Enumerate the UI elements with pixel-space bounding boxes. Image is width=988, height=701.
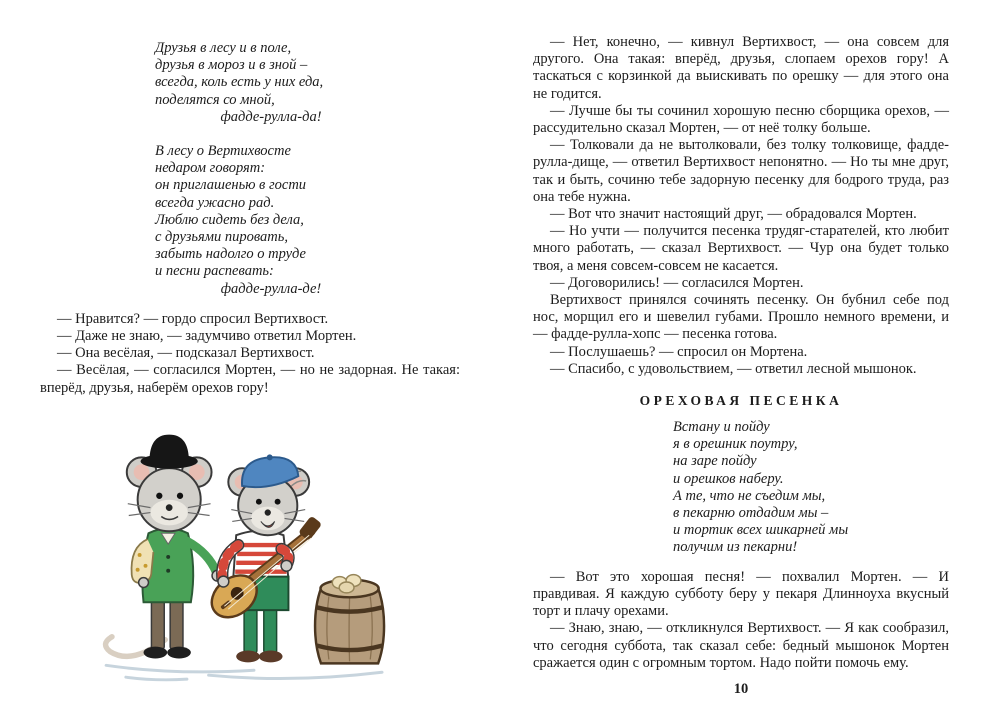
verse-line: фадде-рулла-да! <box>220 108 322 125</box>
verse-line: получим из пекарни! <box>673 539 798 556</box>
paragraph: — Послушаешь? — спросил он Мортена. <box>550 343 808 360</box>
song-verse-block <box>673 419 923 557</box>
paragraph: — Она весёлая, — подсказал Вертихвост. <box>57 345 315 362</box>
paragraph: — Нравится? — гордо спросил Вертихвост. <box>57 310 329 327</box>
right-page <box>533 34 949 698</box>
verse-line: Встану и пойду <box>673 419 770 436</box>
verse-line: В лесу о Вертихвосте <box>155 143 291 160</box>
verse-line: и орешков наберу. <box>673 470 784 487</box>
song-title: ОРЕХОВАЯ ПЕСЕНКА <box>639 393 843 409</box>
verse-line: Люблю сидеть без дела, <box>155 211 304 228</box>
verse-line: на заре пойду <box>673 453 757 470</box>
paragraph: — Даже не знаю, — задумчиво ответил Мортен. <box>57 328 357 345</box>
barrel <box>315 575 384 664</box>
verse-block-2 <box>155 143 387 298</box>
verse-line: и песни распевать: <box>155 263 274 280</box>
ground-strokes <box>106 665 382 679</box>
verse-line: А те, что не съедим мы, <box>673 487 826 504</box>
illustration-two-mice <box>92 413 408 689</box>
paragraph: — Вот это хорошая песня! — похвалил Мортен. — И правдивая. Я каждую субботу беру у пекаря Длинноуха вкусный торт и плачу орехами. <box>533 568 949 620</box>
paragraph: — Нет, конечно, — кивнул Вертихвост, — она совсем для другого. Она такая: вперёд, друзья, слопаем орехов гору! А таскаться с корзинкой да выискивать по орешку — для этого она не годится. <box>533 34 949 102</box>
verse-line: Друзья в лесу и в поле, <box>155 40 292 56</box>
paragraph: Вертихвост принялся сочинять песенку. Он бубнил себе под нос, морщил его и шевелил губами. Прошло немного времени, и — фадде-рулла-хопс — песенка готова. <box>533 292 949 343</box>
dialogue-block-left <box>40 311 460 397</box>
illustration-canvas <box>92 413 408 689</box>
verse-line: всегда ужасно рад. <box>155 194 275 211</box>
paragraph: — Спасибо, с удовольствием, — ответил лесной мышонок. <box>550 360 917 377</box>
verse-line: поделятся со мной, <box>155 91 275 108</box>
dialogue-block-right-top <box>533 34 949 378</box>
verse-block-1 <box>155 40 387 126</box>
mouse-with-guitar <box>204 454 323 662</box>
paragraph: — Толковали да не вытолковали, без толку толковище, фадде-рулла-дище, — ответил Вертихвост непонятно. — Но ты мне друг, так и быть, сочиню тебе задорную песенку для бодрого труда, раз она тебе нужна. <box>533 137 949 205</box>
paragraph: — Договорились! — согласился Мортен. <box>550 274 804 291</box>
verse-line: друзья в мороз и в зной – <box>155 57 308 74</box>
page-number: 10 <box>733 681 749 697</box>
verse-line: фадде-рулла-де! <box>220 280 322 297</box>
paragraph: — Вот что значит настоящий друг, — обрадовался Мортен. <box>550 206 917 223</box>
left-page <box>40 40 460 689</box>
paragraph: — Лучше бы ты сочинил хорошую песню сборщика орехов, — рассудительно сказал Мортен, — от неё толку больше. <box>533 102 949 137</box>
mouse-with-bowler-hat <box>106 435 223 659</box>
verse-line: и тортик всех шикарней мы <box>673 522 849 539</box>
verse-line: всегда, коль есть у них еда, <box>155 74 324 91</box>
verse-line: в пекарню отдадим мы – <box>673 505 829 522</box>
verse-line: забыть надолго о труде <box>155 246 306 263</box>
verse-line: недаром говорят: <box>155 160 266 177</box>
paragraph: — Весёлая, — согласился Мортен, — но не задорная. Не такая: вперёд, друзья, наберём орехов гору! <box>40 362 460 396</box>
paragraph: — Но учти — получится песенка трудяг-старателей, кто любит много работать, — сказал Вертихвост. — Чур она будет только твоя, а меня совсем-совсем не касается. <box>533 223 949 274</box>
paragraph: — Знаю, знаю, — откликнулся Вертихвост. — Я как сообразил, что сегодня суббота, так сказал себе: бедный мышонок Мортен сражается один с огромным тортом. Надо пойти помочь ему. <box>533 620 949 671</box>
verse-line: он приглашенью в гости <box>155 177 307 194</box>
verse-line: я в орешник поутру, <box>673 436 798 453</box>
verse-line: с друзьями пировать, <box>155 229 288 246</box>
polka-sleeve <box>132 539 154 583</box>
dialogue-block-right-bottom <box>533 569 949 672</box>
